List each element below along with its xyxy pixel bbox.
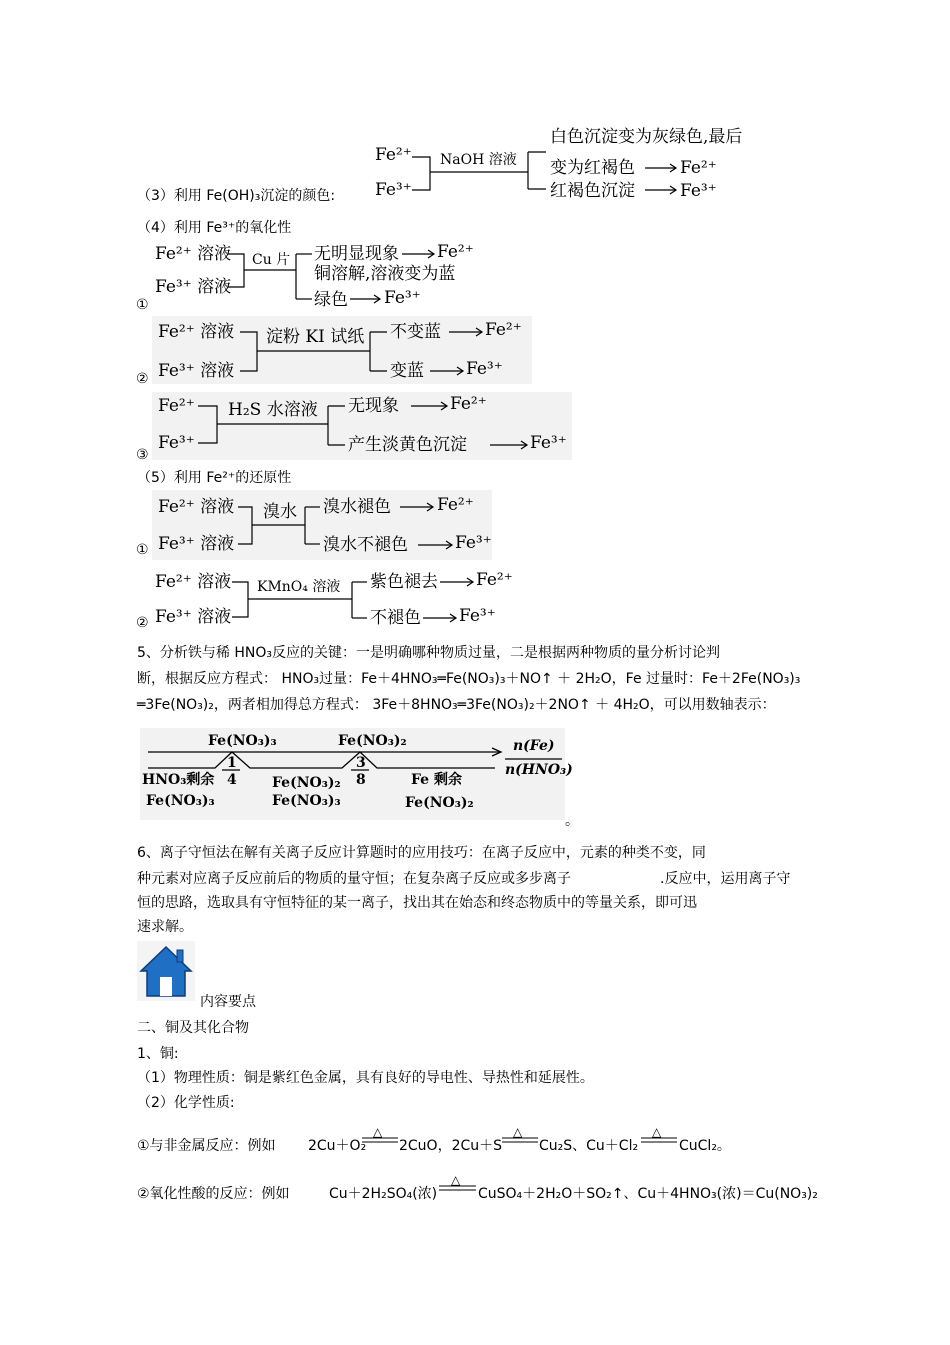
s5d1-r2: 溴水不褪色 (323, 535, 408, 555)
cu-r2-e1: Cu＋2H₂SO₄(浓) (329, 1186, 438, 1202)
cu-chemical: （2）化学性质: (137, 1095, 235, 1111)
p6-line2b: .反应中，运用离子守 (660, 871, 791, 887)
s4d1-num: ① (136, 297, 149, 313)
axis-frac2-den: 8 (356, 772, 366, 788)
axis-seg3-line2: Fe(NO₃)₂ (405, 795, 474, 811)
s4d3-r2: 产生淡黄色沉淀 (348, 435, 467, 455)
s5d2-b: Fe³⁺ 溶液 (155, 607, 232, 627)
s4d2-r2: 变蓝 (390, 361, 424, 381)
cu-physical: （1）物理性质：铜是紫红色金属，具有良好的导电性、导热性和延展性。 (137, 1070, 594, 1086)
s5d2-num: ② (136, 615, 149, 631)
axis-seg1-line2: Fe(NO₃)₃ (146, 793, 215, 809)
s5d1-b: Fe³⁺ 溶液 (158, 534, 235, 554)
cu-r2-prefix: ②氧化性酸的反应：例如 (137, 1186, 290, 1202)
p6-line3: 恒的思路，选取具有守恒特征的某一离子，找出其在始态和终态物质中的等量关系，即可迅 (137, 895, 697, 911)
axis-seg2-line2: Fe(NO₃)₃ (272, 793, 341, 809)
s4d1-r2ion: Fe³⁺ (384, 288, 421, 308)
s5d1-r2ion: Fe³⁺ (455, 533, 492, 553)
p6-line1: 6、离子守恒法在解有关离子反应计算题时的应用技巧：在离子反应中，元素的种类不变，同 (137, 845, 706, 861)
cu-r2-p1: CuSO₄＋2H₂O＋SO₂↑、Cu＋4HNO₃(浓)＝Cu(NO₃)₂ (478, 1186, 818, 1202)
s5d1-a: Fe²⁺ 溶液 (158, 497, 235, 517)
s4d2-r1: 不变蓝 (390, 322, 441, 342)
s4d2-num: ② (136, 371, 149, 387)
s5d1-num: ① (136, 542, 149, 558)
cu-r1-p3: CuCl₂。 (679, 1138, 731, 1154)
s5d2-r1: 紫色褪去 (370, 572, 438, 592)
cu-r2-delta: △ (451, 1173, 461, 1187)
s4d2-reagent: 淀粉 KI 试纸 (266, 327, 365, 347)
p5-line2: 断，根据反应方程式： HNO₃过量：Fe＋4HNO₃═Fe(NO₃)₃＋NO↑ ＋ 2H₂O，Fe 过量时：Fe＋2Fe(NO₃)₃ (137, 671, 801, 687)
s4d3-reagent: H₂S 水溶液 (228, 400, 318, 420)
axis-seg1-line1: HNO₃剩余 (142, 772, 215, 788)
cu-r1-delta3: △ (652, 1125, 662, 1139)
p5-line1: 5、分析铁与稀 HNO₃反应的关键：一是明确哪种物质过量，二是根据两种物质的量分析讨论判 (137, 645, 720, 661)
s5-label: （5）利用 Fe²⁺的还原性 (137, 470, 292, 486)
s4d2-r2ion: Fe³⁺ (466, 359, 503, 379)
s4d3-b: Fe³⁺ (158, 433, 195, 453)
s4d3-a: Fe²⁺ (158, 396, 195, 416)
s3-result2-ion: Fe³⁺ (680, 181, 717, 201)
s4d2-b: Fe³⁺ 溶液 (158, 361, 235, 381)
s4d3-r1: 无现象 (348, 396, 399, 416)
s4d2-r1ion: Fe²⁺ (485, 320, 522, 340)
s3-result2: 红褐色沉淀 (550, 181, 635, 201)
cu-r1-p2: Cu₂S、Cu＋Cl₂ (539, 1138, 639, 1154)
s4d1-r2b: 绿色 (314, 290, 348, 310)
s5d1-reagent: 溴水 (263, 502, 297, 522)
axis-ratio-denominator: n(HNO₃) (505, 762, 573, 778)
s3-reagent: NaOH 溶液 (440, 152, 517, 168)
key-points-label: 内容要点 (200, 994, 256, 1010)
s3-result1-ion: Fe²⁺ (680, 158, 717, 178)
axis-top-label-1: Fe(NO₃)₃ (208, 733, 277, 749)
s5d2-r1ion: Fe²⁺ (476, 570, 513, 590)
s3-fe3: Fe³⁺ (375, 180, 412, 200)
s4d1-b: Fe³⁺ 溶液 (155, 277, 232, 297)
s5d1-r1: 溴水褪色 (323, 497, 391, 517)
axis-frac1-den: 4 (227, 772, 237, 788)
p6-line2a: 种元素对应离子反应前后的物质的量守恒；在复杂离子反应或多步离子 (137, 871, 571, 887)
cu-r1-p1: 2CuO，2Cu＋S (399, 1138, 503, 1154)
s4d1-r1ion: Fe²⁺ (437, 242, 474, 262)
s4d1-r1: 无明显现象 (314, 244, 399, 264)
s4-label: （4）利用 Fe³⁺的氧化性 (137, 220, 292, 236)
s4d1-r2a: 铜溶解,溶液变为蓝 (314, 264, 456, 284)
s4d2-a: Fe²⁺ 溶液 (158, 322, 235, 342)
s5d2-r2ion: Fe³⁺ (459, 606, 496, 626)
axis-frac1-num: 1 (227, 755, 237, 771)
axis-seg2-line1: Fe(NO₃)₂ (272, 775, 341, 791)
cu-r1-delta1: △ (373, 1125, 383, 1139)
axis-top-label-2: Fe(NO₃)₂ (338, 733, 407, 749)
s3-result1b: 变为红褐色 (550, 158, 635, 178)
axis-seg3-line1: Fe 剩余 (411, 772, 462, 788)
cu-r1-e1: 2Cu＋O₂ (308, 1138, 367, 1154)
axis-frac2-num: 3 (356, 755, 366, 771)
s4d1-a: Fe²⁺ 溶液 (155, 244, 232, 264)
axis-end-mark: 。 (565, 813, 579, 829)
s5d2-reagent: KMnO₄ 溶液 (257, 579, 341, 595)
s4d3-num: ③ (136, 447, 149, 463)
s4d1-reagent: Cu 片 (252, 252, 291, 268)
p5-line3: ═3Fe(NO₃)₂，两者相加得总方程式： 3Fe＋8HNO₃═3Fe(NO₃)₂＋2NO↑ ＋ 4H₂O，可以用数轴表示： (137, 697, 776, 713)
cu-r1-prefix: ①与非金属反应：例如 (137, 1138, 276, 1154)
cu-heading: 二、铜及其化合物 (137, 1020, 249, 1036)
s4d3-r2ion: Fe³⁺ (530, 433, 567, 453)
s4d3-r1ion: Fe²⁺ (450, 394, 487, 414)
s3-result1a: 白色沉淀变为灰绿色,最后 (550, 127, 743, 147)
s3-label: （3）利用 Fe(OH)₃沉淀的颜色: (137, 188, 336, 204)
s3-fe2: Fe²⁺ (375, 145, 412, 165)
axis-ratio-numerator: n(Fe) (513, 738, 555, 754)
cu-r1-delta2: △ (513, 1125, 523, 1139)
cu-sub1: 1、铜: (137, 1046, 179, 1062)
p6-line4: 速求解。 (137, 919, 193, 935)
s5d2-r2: 不褪色 (370, 608, 421, 628)
s5d2-a: Fe²⁺ 溶液 (155, 572, 232, 592)
s5d1-r1ion: Fe²⁺ (437, 495, 474, 515)
